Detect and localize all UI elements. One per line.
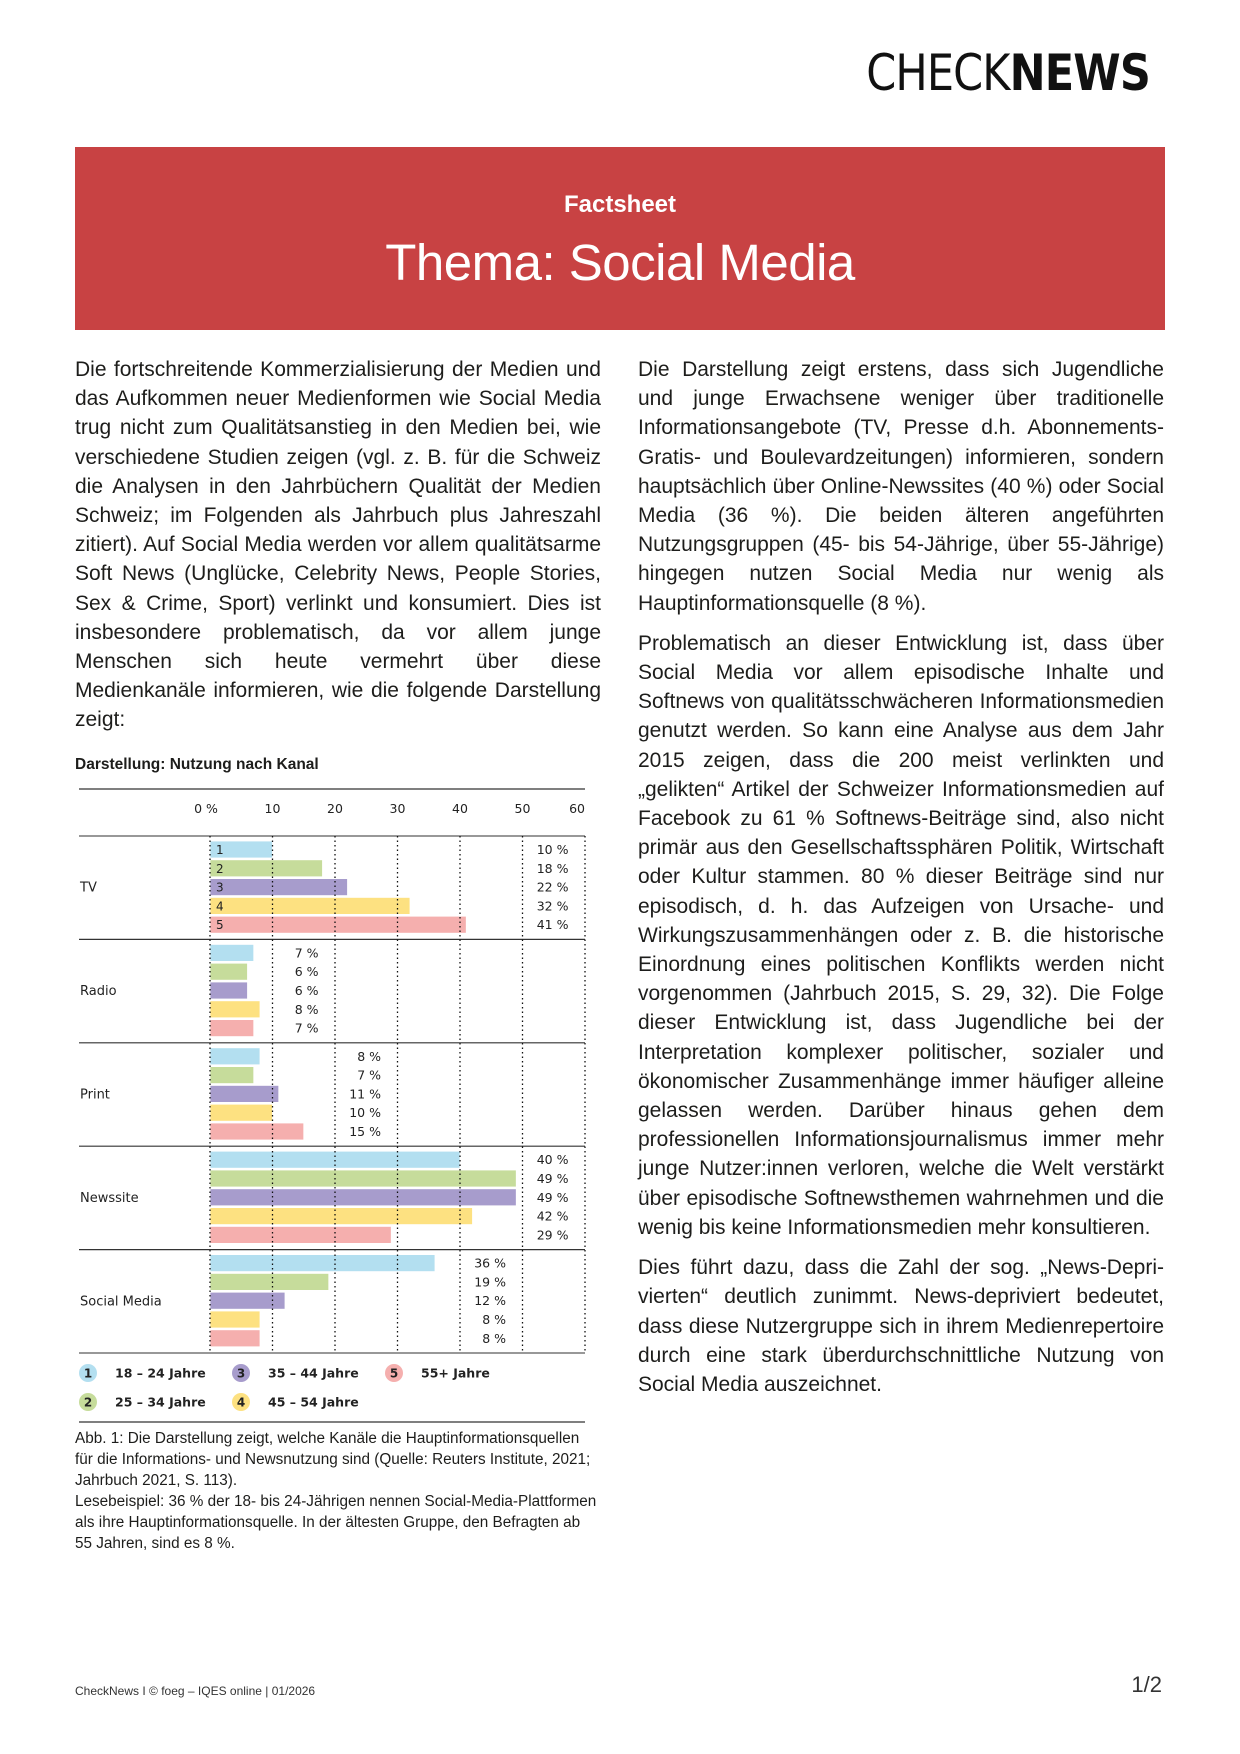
bar-value-label: 7 % [357, 1067, 381, 1083]
banner-kicker: Factsheet [563, 191, 677, 218]
bar-4 [210, 897, 410, 914]
bar-3 [210, 982, 248, 999]
bar-5 [210, 1123, 304, 1140]
figure-caption [75, 1428, 601, 1554]
legend-label: 35 – 44 Jahre [268, 1365, 359, 1381]
bar-5 [210, 1330, 260, 1347]
bar-value-label: 8 % [294, 1001, 319, 1017]
bar-value-label: 10 % [349, 1105, 381, 1121]
bar-3 [210, 1292, 285, 1309]
bar-5 [210, 916, 466, 933]
bar-series-number: 5 [216, 918, 224, 933]
category-label: Social Media [80, 1294, 162, 1310]
bar-value-label: 49 % [536, 1171, 569, 1186]
x-tick-label: 0 % [194, 801, 218, 816]
bar-1 [210, 1255, 435, 1272]
legend-label: 55+ Jahre [421, 1365, 490, 1381]
bar-1 [210, 1048, 260, 1065]
bar-4 [210, 1208, 473, 1225]
legend-label: 25 – 34 Jahre [115, 1394, 206, 1410]
bar-5 [210, 1226, 391, 1243]
legend-label: 45 – 54 Jahre [268, 1394, 359, 1410]
x-tick-label: 60 [569, 801, 585, 816]
bar-3 [210, 879, 348, 896]
page-number: 1/2 [1131, 1672, 1162, 1697]
category-label: Newssite [80, 1190, 139, 1206]
x-tick-label: 40 [452, 801, 468, 816]
bar-value-label: 10 % [536, 842, 569, 857]
bar-4 [210, 1104, 273, 1121]
bar-value-label: 8 % [482, 1312, 506, 1327]
legend-number: 4 [236, 1395, 246, 1410]
legend-label: 18 – 24 Jahre [115, 1365, 206, 1381]
legend-number: 3 [236, 1366, 246, 1381]
bar-value-label: 22 % [536, 879, 569, 895]
body-paragraph: Die Darstellung zeigt erstens, dass sich Jugendliche und junge Erwachsene weniger über traditionelle Informationsangebote (TV, Presse d.h. Abonnements- Gratis- und Boulevardzeitungen) informieren, sondern hauptsächlich über Online-Newssites (40 %) oder Social Media (36 %). Die beiden älteren angeführten Nutzungsgruppen (45- bis 54-Jährige, über 55-Jährige) hingegen nutzen Social Media nur wenig als Hauptinformationsquelle (8 %). [638, 358, 1164, 615]
bar-3 [210, 1085, 279, 1102]
bar-value-label: 29 % [536, 1227, 569, 1243]
bar-value-label: 32 % [536, 898, 569, 914]
logo-bold: NEWS [1009, 44, 1150, 102]
bar-value-label: 7 % [294, 1020, 319, 1036]
category-label: Radio [80, 984, 117, 1000]
legend-number: 5 [389, 1366, 399, 1381]
bar-value-label: 18 % [536, 860, 569, 876]
bar-value-label: 7 % [294, 945, 319, 961]
bar-3 [210, 1189, 516, 1206]
bar-2 [210, 963, 248, 980]
x-tick-label: 50 [514, 801, 531, 816]
bar-series-number: 1 [216, 843, 224, 857]
bar-2 [210, 1067, 254, 1084]
category-label: TV [80, 880, 97, 896]
bar-series-number: 3 [216, 880, 224, 895]
legend-number: 1 [83, 1366, 93, 1381]
bar-value-label: 6 % [294, 983, 319, 998]
logo-light: CHECK [866, 44, 1010, 102]
bar-value-label: 8 % [357, 1048, 381, 1064]
bar-value-label: 8 % [482, 1330, 506, 1346]
bar-2 [210, 860, 323, 877]
legend-number: 2 [83, 1395, 93, 1410]
page-title: Thema: Social Media [385, 234, 855, 291]
bar-4 [210, 1001, 260, 1018]
bar-series-number: 2 [216, 861, 224, 876]
x-tick-label: 10 [264, 801, 281, 816]
body-paragraph: Dies führt dazu, dass die Zahl der sog. „News-Deprivierten“ deutlich zunimmt. News-depriviert bedeutet, dass diese Nutzergruppe sich in ihrem Medienrepertoire durch eine stark überdurchschnittliche Nutzung von Social Media auszeichnet. [638, 1256, 1164, 1396]
category-label: Print [80, 1087, 110, 1103]
bar-value-label: 15 % [349, 1124, 381, 1139]
bar-series-number: 4 [216, 899, 224, 914]
body-paragraph: Problematisch an dieser Entwicklung ist, dass über Social Media vor allem episodische Inhalte und Softnews von qualitätsschwächeren Informationsmedien genutzt werden. So kann eine Analyse aus dem Jahr 2015 zeigen, dass die 200 meist verlinkten und „gelikten“ Artikel der Schweizer Informationsmedien auf Facebook zu 61 % Softnews-Beiträge sind, also nicht primär aus den Gesellschaftssphären Politik, Wirtschaft oder Kultur stammen. 80 % dieser Beiträge sind nur episodisch, d. h. das Aufzeigen von Ursache- und Wirkungszusammenhängen oder z. B. die historische Einordnung eines politischen Konflikts werden nicht vorgenommen (Jahrbuch 2015, S. 29, 32). Die Folge dieser Entwicklung ist, dass Jugendliche bei der Interpretation komplexer politischer, sozialer und ökonomischer Zusammenhänge immer häufiger alleine gelassen werden. Darüber hinaus gehen dem professionellen Informationsjournalismus immer mehr junge Nutzer:innen verloren, welche die Welt verstärkt über episodische Softnewsthemen wahrnehmen und die wenig bis keine Informationsmedien mehr konsultieren. [638, 631, 1164, 1239]
x-tick-label: 30 [389, 801, 406, 816]
footer-credit: CheckNews I © foeg – IQES online | 01/2026 [75, 1684, 316, 1698]
bar-value-label: 40 % [536, 1152, 569, 1168]
chart-title: Darstellung: Nutzung nach Kanal [75, 756, 319, 773]
bar-value-label: 36 % [474, 1255, 506, 1271]
bar-value-label: 42 % [536, 1208, 569, 1224]
caption-source: Abb. 1: Die Darstellung zeigt, welche Kanäle die Hauptinformationsquellen für die Informations- und Newsnutzung sind (Quelle: Reuters Institute, 2021; Jahrbuch 2021, S. 113). [75, 1430, 591, 1489]
bar-value-label: 41 % [536, 917, 569, 933]
bar-1 [210, 944, 254, 961]
bar-value-label: 11 % [349, 1086, 381, 1102]
bar-5 [210, 1020, 254, 1037]
intro-paragraph: Die fortschreitende Kommerzialisierung der Medien und das Aufkommen neuer Medienformen wie Social Media trug nicht zum Qualitätsanstieg in den Medien bei, wie verschiedene Studien zeigen (vgl. z. B. für die Schweiz die Analysen in den Jahrbüchern Qualität der Medien Schweiz; im Folgenden als Jahrbuch plus Jahreszahl zitiert). Auf Social Media werden vor allem qualitätsarme Soft News (Unglücke, Celebrity News, People Stories, Sex & Crime, Sport) verlinkt und konsumiert. Dies ist insbesondere problematisch, da vor allem junge Menschen sich heute vermehrt über diese Medienkanäle informieren, wie die folgende Darstellung zeigt: [75, 358, 601, 732]
bar-2 [210, 1273, 329, 1290]
bar-value-label: 12 % [474, 1293, 506, 1309]
bar-4 [210, 1311, 260, 1328]
bar-value-label: 19 % [474, 1274, 506, 1290]
bar-2 [210, 1170, 516, 1187]
caption-reading-example: Lesebeispiel: 36 % der 18- bis 24-Jährigen nennen Social-Media-Plattformen als ihre Hauptinformationsquelle. In der ältesten Gruppe, den Befragten ab 55 Jahren, sind es 8 %. [75, 1493, 597, 1552]
bar-value-label: 49 % [536, 1189, 569, 1205]
x-tick-label: 20 [327, 801, 343, 816]
bar-value-label: 6 % [294, 964, 319, 980]
